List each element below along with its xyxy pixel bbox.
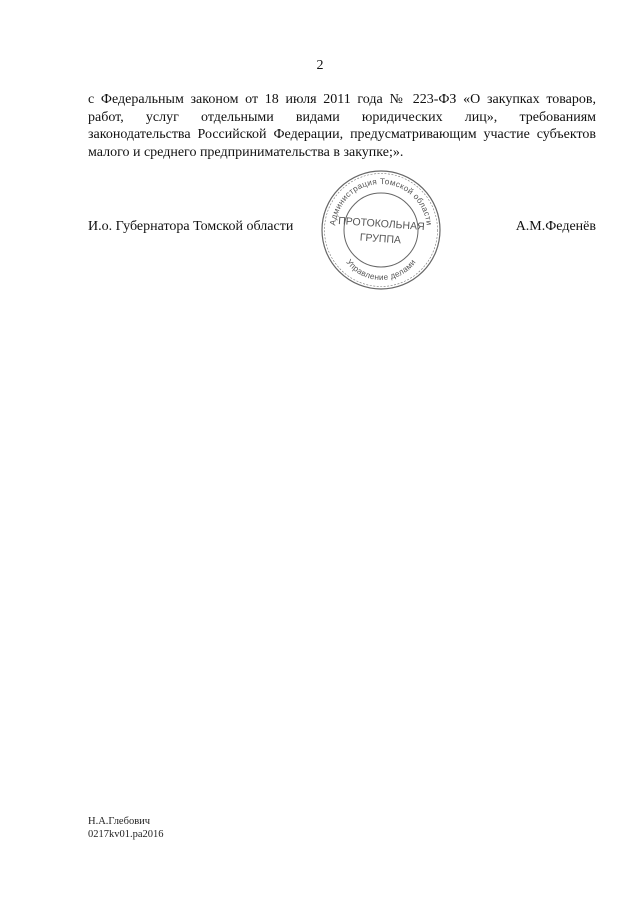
body-line-3: законодательства Российской Федерации, предусматривающим участие субъектов [88, 127, 596, 142]
body-line-4: малого и среднего предпринимательства в закупке;». [88, 144, 404, 160]
official-stamp [318, 167, 444, 293]
footer-author: Н.А.Глебович [88, 816, 151, 827]
stamp-top-arc-text: Администрация Томской области [328, 176, 434, 227]
footer-file-ref: 0217kv01.pa2016 [88, 829, 164, 840]
stamp-center-line-1: ПРОТОКОЛЬНАЯ [337, 215, 426, 234]
body-line-1: с Федеральным законом от 18 июля 2011 года № 223-ФЗ «О закупках товаров, [88, 92, 596, 107]
stamp-center-line-2: ГРУППА [359, 231, 402, 247]
signer-name: А.М.Феденёв [515, 219, 596, 234]
body-line-2: работ, услуг отдельными видами юридических лиц», требованиям [88, 109, 596, 125]
document-footer [88, 815, 164, 841]
stamp-seal-graphic [318, 167, 444, 293]
signer-title: И.о. Губернатора Томской области [88, 219, 294, 234]
stamp-bottom-arc-text: Управление делами [344, 257, 418, 283]
document-body [88, 91, 596, 161]
page-number: 2 [316, 58, 324, 73]
